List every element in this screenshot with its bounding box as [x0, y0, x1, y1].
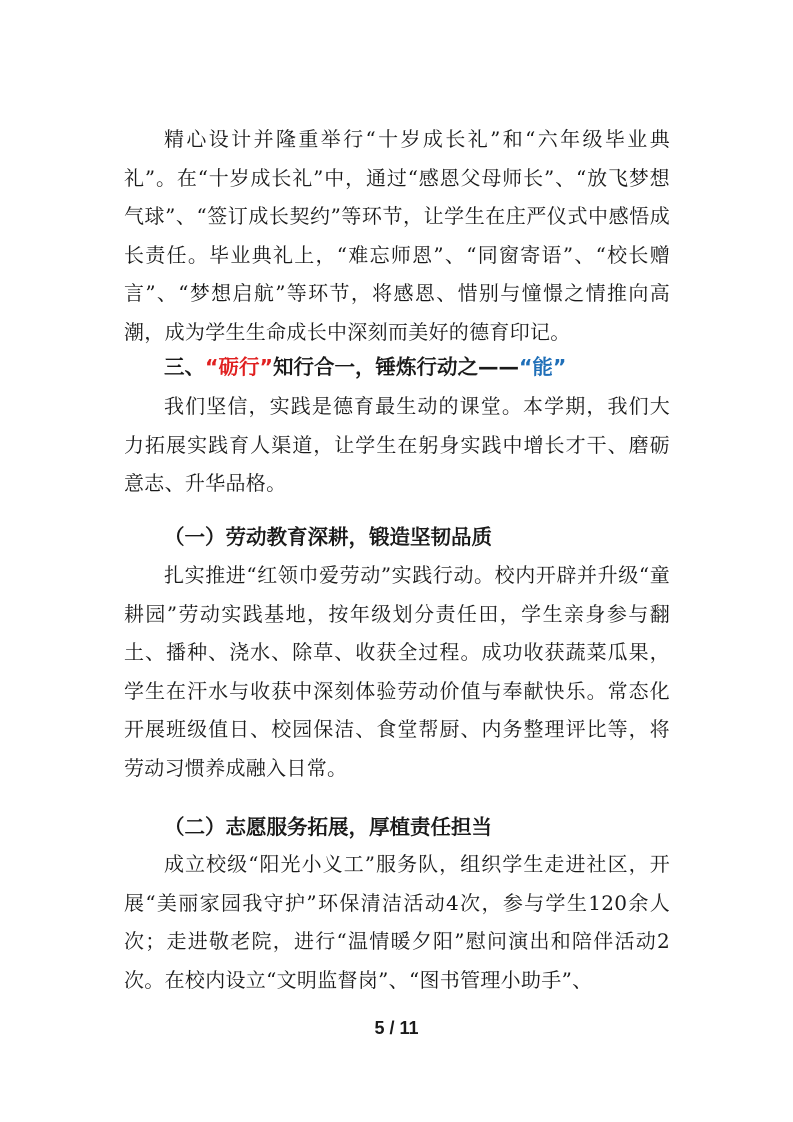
section-heading-3	[124, 348, 670, 386]
heading-prefix: 三、	[164, 355, 205, 379]
paragraph-ceremony: 精心设计并隆重举行“十岁成长礼”和“六年级毕业典礼”。在“十岁成长礼”中，通过“感恩父母师长”、“放飞梦想气球”、“签订成长契约”等环节，让学生在庄严仪式中感悟成长责任。毕业典礼上，“难忘师恩”、“同窗寄语”、“校长赠言”、“梦想启航”等环节，将感恩、惜别与憧憬之情推向高潮，成为学生生命成长中深刻而美好的德育印记。	[124, 127, 670, 344]
subheading-volunteer-service: （二）志愿服务拓展，厚植责任担当	[164, 815, 492, 839]
subheading-labor-education: （一）劳动教育深耕，锻造坚韧品质	[164, 525, 492, 549]
page-number: 5 / 11	[374, 1018, 419, 1038]
heading-middle: 知行合一，锤炼行动之——	[272, 355, 519, 379]
heading-blue-keyword: “能”	[518, 355, 567, 379]
heading-red-keyword: “砺行”	[205, 355, 273, 379]
paragraph-labor-education: 扎实推进“红领巾爱劳动”实践行动。校内开辟并升级“童耕园”劳动实践基地，按年级划分责任田，学生亲身参与翻土、播种、浇水、除草、收获全过程。成功收获蔬菜瓜果，学生在汗水与收获中深刻体验劳动价值与奉献快乐。常态化开展班级值日、校园保洁、食堂帮厨、内务整理评比等，将劳动习惯养成融入日常。	[124, 563, 670, 780]
paragraph-volunteer-service: 成立校级“阳光小义工”服务队，组织学生走进社区，开展“美丽家园我守护”环保清洁活动4次，参与学生120余人次；走进敬老院，进行“温情暖夕阳”慰问演出和陪伴活动2次。在校内设立“文明监督岗”、“图书管理小助手”、	[124, 852, 670, 992]
paragraph-practice-intro: 我们坚信，实践是德育最生动的课堂。本学期，我们大力拓展实践育人渠道，让学生在躬身实践中增长才干、磨砺意志、升华品格。	[124, 394, 670, 495]
